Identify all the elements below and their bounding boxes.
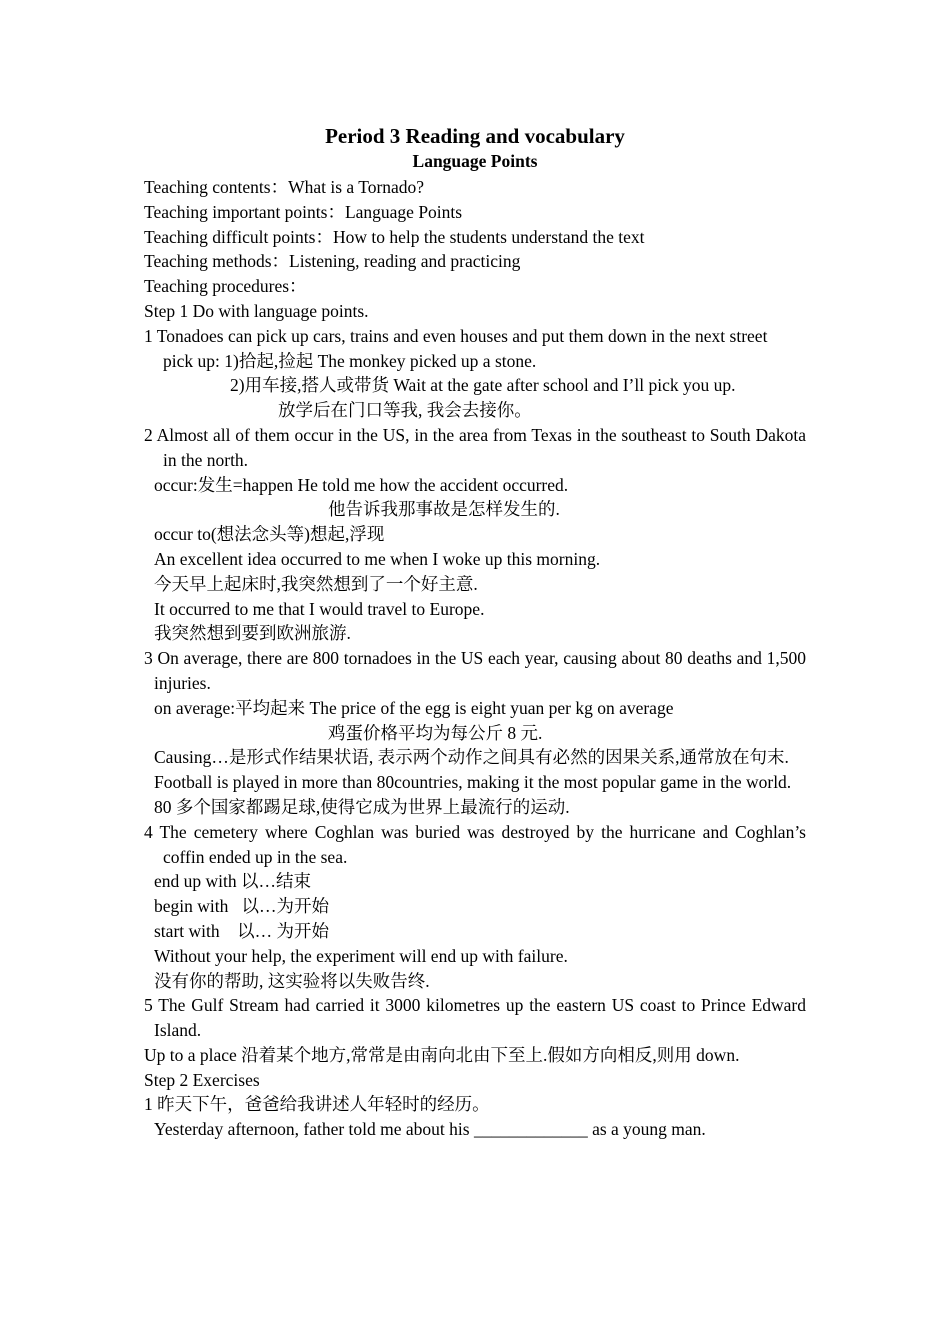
teaching-methods: Teaching methods：Listening, reading and practicing — [144, 251, 521, 272]
point-1-sentence: 1 Tonadoes can pick up cars, trains and even houses and put them down in the next street — [144, 325, 768, 346]
exercise-1-prompt: 1 昨天下午，爸爸给我讲述人年轻时的经历。 — [144, 1094, 490, 1115]
point-3-football-example: Football is played in more than 80countries, making it the most popular game in the world. — [154, 772, 792, 793]
point-4-start-with: start with 以… 为开始 — [154, 920, 329, 941]
exercise-1-fill-blank: Yesterday afternoon, father told me about his _____________ as a young man. — [154, 1119, 706, 1140]
step-2-heading: Step 2 Exercises — [144, 1069, 260, 1090]
point-3-on-average-translation: 鸡蛋价格平均为每公斤 8 元. — [328, 722, 543, 743]
point-4-begin-with: begin with 以…为开始 — [154, 896, 329, 917]
point-2-example-1-translation: 今天早上起床时,我突然想到了一个好主意. — [154, 573, 478, 594]
point-4-example: Without your help, the experiment will end up with failure. — [154, 945, 568, 966]
point-5-up-to-note: Up to a place 沿着某个地方,常常是由南向北由下至上.假如方向相反,则用 down. — [144, 1044, 740, 1065]
point-3-on-average-def: on average:平均起来 The price of the egg is eight yuan per kg on average — [154, 697, 674, 718]
teaching-procedures: Teaching procedures： — [144, 276, 307, 297]
point-4-end-up-with: end up with 以…结束 — [154, 871, 312, 892]
point-2-example-1: An excellent idea occurred to me when I woke up this morning. — [154, 548, 601, 569]
point-2-example-2-translation: 我突然想到要到欧洲旅游. — [154, 623, 351, 644]
point-1-pick-up-translation: 放学后在门口等我, 我会去接你。 — [278, 400, 532, 421]
point-3-sentence: 3 On average, there are 800 tornadoes in the US each year, causing about 80 deaths and 1,500 injuries. — [144, 648, 806, 693]
point-2-sentence: 2 Almost all of them occur in the US, in the area from Texas in the southeast to South Dakota in the north. — [144, 424, 806, 470]
point-2-occur-def: occur:发生=happen He told me how the accident occurred. — [154, 474, 569, 495]
point-4-sentence: 4 The cemetery where Coghlan was buried was destroyed by the hurricane and Coghlan’s coffin ended up in the sea. — [144, 821, 806, 867]
teaching-contents: Teaching contents：What is a Tornado? — [144, 177, 425, 197]
point-2-occur-translation: 他告诉我那事故是怎样发生的. — [328, 499, 560, 520]
point-3-football-translation: 80 多个国家都踢足球,使得它成为世界上最流行的运动. — [154, 796, 570, 817]
document-page — [144, 121, 806, 1142]
document-title: Period 3 Reading and vocabulary — [325, 124, 625, 148]
document-subtitle: Language Points — [412, 151, 538, 171]
point-4-example-translation: 没有你的帮助, 这实验将以失败告终. — [154, 970, 430, 991]
step-1-heading: Step 1 Do with language points. — [144, 300, 369, 321]
point-1-pick-up-def-2: 2)用车接,搭人或带货 Wait at the gate after school and I’ll pick you up. — [230, 375, 736, 396]
point-5-sentence: 5 The Gulf Stream had carried it 3000 kilometres up the eastern US coast to Prince Edward Island. — [144, 995, 806, 1041]
teaching-important-points: Teaching important points：Language Points — [144, 201, 463, 222]
point-2-occur-to-def: occur to(想法念头等)想起,浮现 — [154, 524, 385, 545]
teaching-difficult-points: Teaching difficult points：How to help the students understand the text — [144, 226, 645, 247]
point-3-causing-note: Causing…是形式作结果状语, 表示两个动作之间具有必然的因果关系,通常放在句末. — [154, 747, 789, 768]
point-1-pick-up-def-1: pick up: 1)拾起,捡起 The monkey picked up a stone. — [163, 350, 537, 371]
point-2-example-2: It occurred to me that I would travel to Europe. — [154, 598, 485, 619]
